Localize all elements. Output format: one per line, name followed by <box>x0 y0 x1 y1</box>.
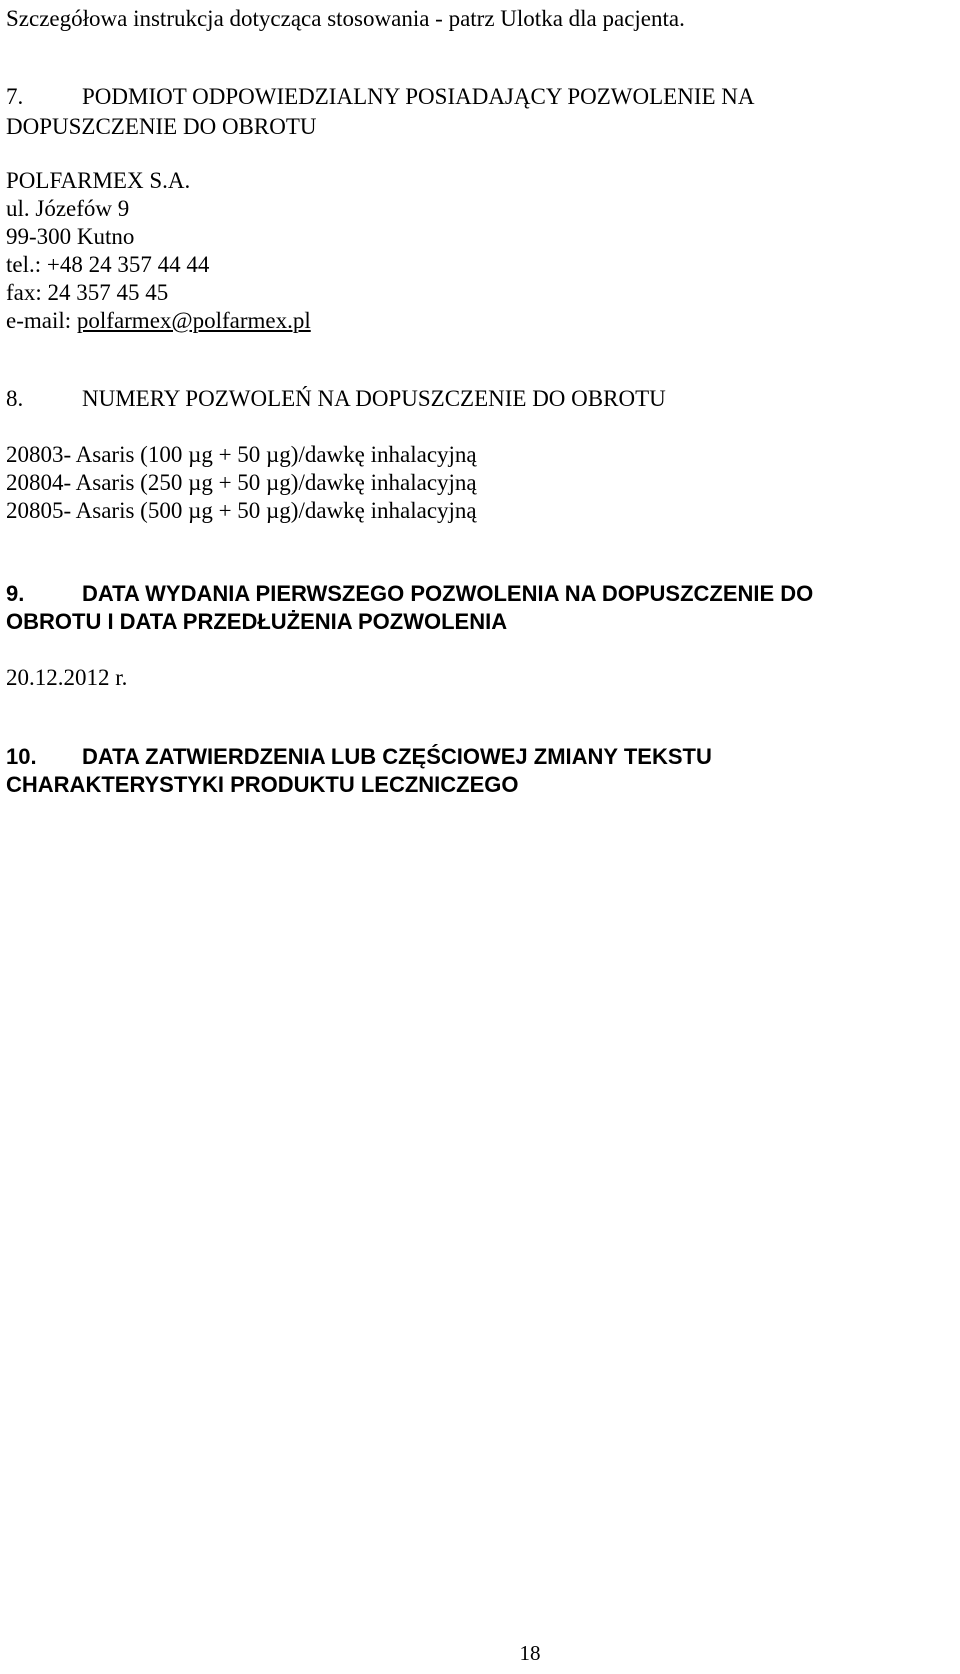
section-7-title-line2: DOPUSZCZENIE DO OBROTU <box>6 114 317 139</box>
city-address: 99-300 Kutno <box>6 224 135 249</box>
authorization-item: 20804- Asaris (250 µg + 50 µg)/dawkę inhalacyjną <box>6 470 477 495</box>
section-10-number: 10. <box>6 744 37 769</box>
intro-text: Szczegółowa instrukcja dotycząca stosowania - patrz Ulotka dla pacjenta. <box>6 6 685 31</box>
authorization-item: 20803- Asaris (100 µg + 50 µg)/dawkę inhalacyjną <box>6 442 477 467</box>
section-9-title-line1: DATA WYDANIA PIERWSZEGO POZWOLENIA NA DOPUSZCZENIE DO <box>82 581 814 606</box>
street-address: ul. Józefów 9 <box>6 196 130 221</box>
fax: fax: 24 357 45 45 <box>6 280 169 305</box>
email-line <box>6 306 311 336</box>
section-9-heading <box>6 579 813 609</box>
authorization-item: 20805- Asaris (500 µg + 50 µg)/dawkę inhalacyjną <box>6 498 477 523</box>
company-name: POLFARMEX S.A. <box>6 168 191 193</box>
email-link[interactable]: polfarmex@polfarmex.pl <box>76 308 311 333</box>
section-9-title-line2: OBROTU I DATA PRZEDŁUŻENIA POZWOLENIA <box>6 609 508 634</box>
email-label: e-mail: <box>6 308 77 333</box>
section-8-title: NUMERY POZWOLEŃ NA DOPUSZCZENIE DO OBROTU <box>82 386 666 411</box>
section-8-number: 8. <box>6 386 24 411</box>
section-8-heading <box>6 384 666 414</box>
page-number: 18 <box>519 1641 541 1665</box>
first-authorization-date: 20.12.2012 r. <box>6 665 128 690</box>
section-10-heading <box>6 742 712 772</box>
section-10-title-line2: CHARAKTERYSTYKI PRODUKTU LECZNICZEGO <box>6 772 519 797</box>
section-7-number: 7. <box>6 84 24 109</box>
section-7-heading <box>6 82 755 112</box>
telephone: tel.: +48 24 357 44 44 <box>6 252 210 277</box>
section-9-number: 9. <box>6 581 25 606</box>
section-10-title-line1: DATA ZATWIERDZENIA LUB CZĘŚCIOWEJ ZMIANY TEKSTU <box>82 744 712 769</box>
section-7-title-line1: PODMIOT ODPOWIEDZIALNY POSIADAJĄCY POZWOLENIE NA <box>82 84 755 109</box>
